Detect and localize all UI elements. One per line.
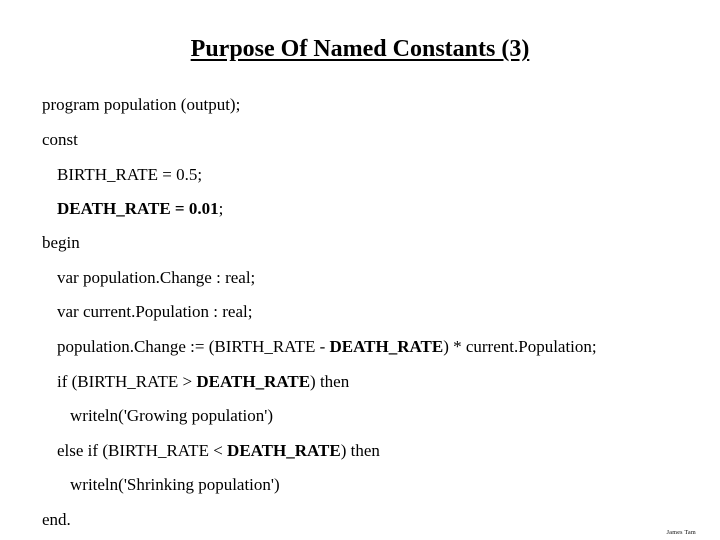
code-line-death-rate (57, 198, 223, 220)
code-semicolon: ; (218, 199, 224, 218)
death-rate-ref: DEATH_RATE (227, 441, 341, 460)
slide-title (0, 34, 720, 64)
code-line-birth-rate: BIRTH_RATE = 0.5; (57, 165, 203, 184)
assignment-end: ) * current.Population; (443, 337, 597, 356)
slide-title-text: Purpose Of Named Constants (3) (190, 36, 530, 62)
code-line-program: program population (output); (42, 95, 241, 114)
else-if-start: else if (BIRTH_RATE < (57, 441, 228, 460)
code-line-if (57, 371, 349, 393)
code-line-end: end. (42, 510, 71, 529)
death-rate-ref: DEATH_RATE (329, 337, 444, 356)
else-if-end: ) then (340, 441, 380, 460)
if-end: ) then (310, 372, 350, 391)
death-rate-ref: DEATH_RATE (196, 372, 311, 391)
code-line-begin: begin (42, 233, 80, 252)
death-rate-declaration: DEATH_RATE = 0.01 (57, 199, 219, 218)
code-line-assignment (57, 336, 597, 358)
code-line-else-if (57, 440, 380, 462)
code-line-writeln-growing: writeln('Growing population') (70, 406, 274, 425)
if-start: if (BIRTH_RATE > (57, 372, 197, 391)
code-line-const: const (42, 130, 78, 149)
code-line-var-population-change: var population.Change : real; (57, 268, 256, 287)
code-line-var-current-population: var current.Population : real; (57, 302, 253, 321)
code-line-writeln-shrinking: writeln('Shrinking population') (70, 475, 280, 494)
assignment-start: population.Change := (BIRTH_RATE - (57, 337, 330, 356)
author-footer: James Tam (666, 530, 696, 536)
